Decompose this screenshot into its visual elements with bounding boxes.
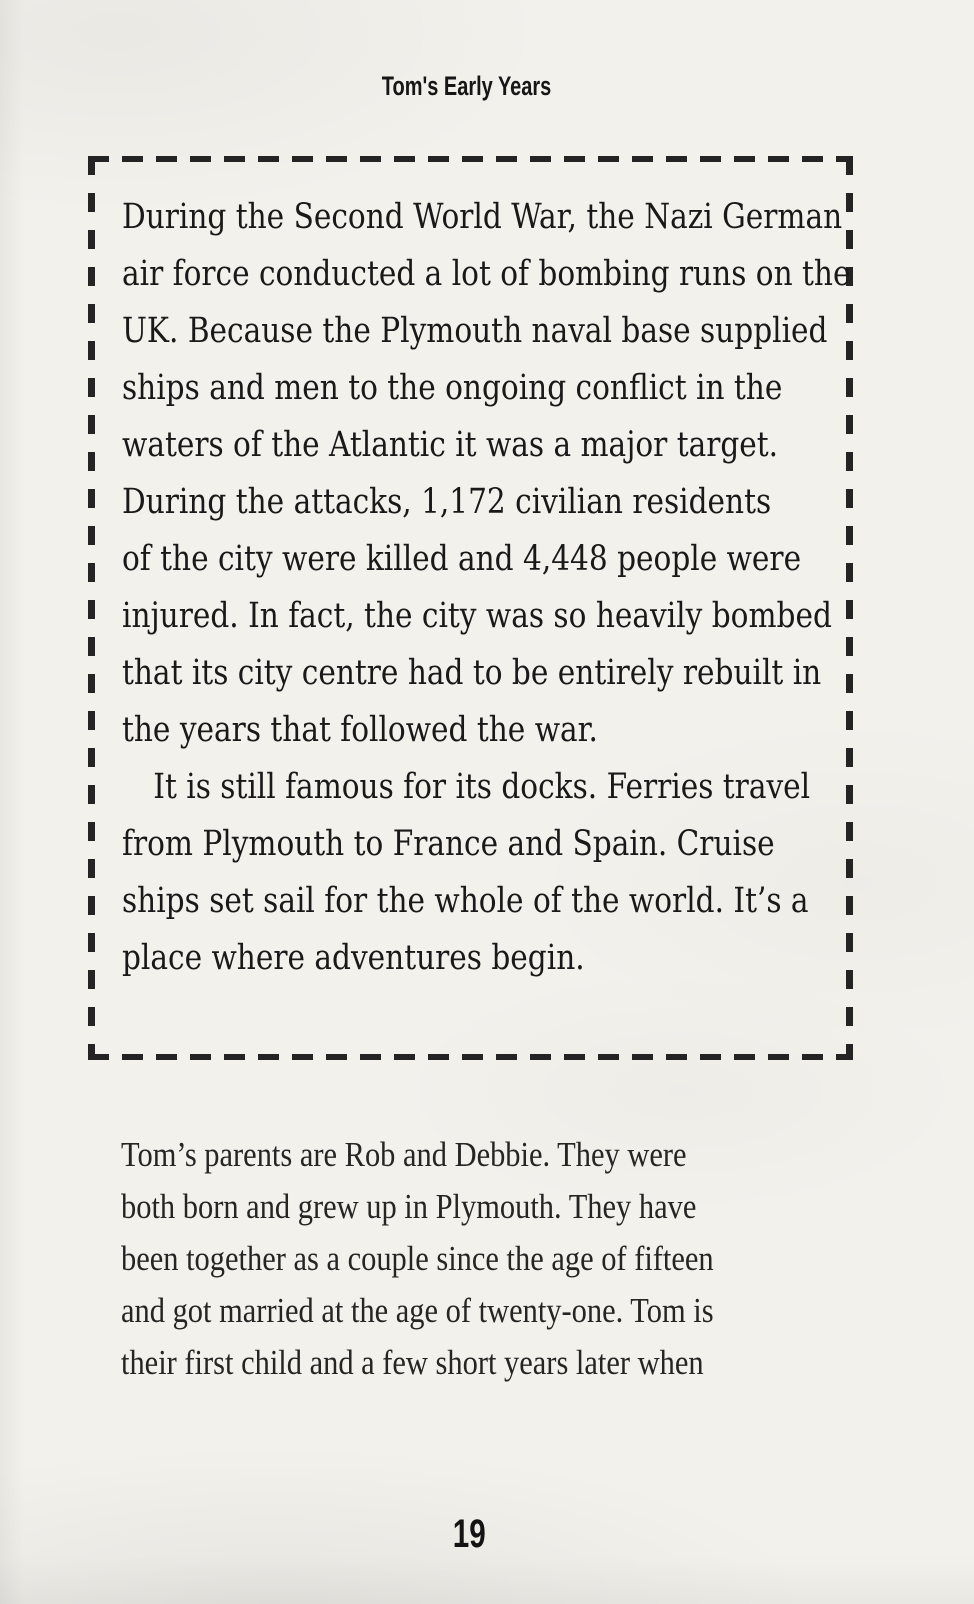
page-number-text: 19: [452, 1512, 486, 1556]
page-number: [0, 1512, 938, 1557]
infobox-text-line: from Plymouth to France and Spain. Cruise: [122, 824, 775, 864]
infobox-text-line: of the city were killed and 4,448 people were: [122, 539, 802, 579]
infobox-text-line: During the attacks, 1,172 civilian residents: [122, 482, 772, 522]
body-text-line: Tom’s parents are Rob and Debbie. They were: [121, 1135, 687, 1174]
body-text-line: their first child and a few short years later when: [121, 1343, 704, 1382]
infobox-text-line: waters of the Atlantic it was a major target.: [122, 425, 779, 465]
infobox-text-line: ships and men to the ongoing conflict in the: [122, 368, 783, 408]
infobox-text-line: ships set sail for the whole of the world. It’s a: [122, 881, 809, 921]
body-text-line: and got married at the age of twenty-one. Tom is: [121, 1291, 714, 1330]
body-paragraph: [121, 1129, 802, 1389]
infobox-text-line: that its city centre had to be entirely rebuilt in: [122, 653, 822, 693]
infobox-text-line: During the Second World War, the Nazi German: [122, 197, 843, 237]
running-header-text: Tom's Early Years: [382, 71, 552, 101]
infobox-text-line: It is still famous for its docks. Ferries travel: [153, 767, 811, 807]
body-text-line: been together as a couple since the age of fifteen: [121, 1239, 714, 1278]
infobox-dashed: [88, 156, 853, 1060]
infobox-text-line: injured. In fact, the city was so heavily bombed: [122, 596, 832, 636]
infobox-text-line: the years that followed the war.: [122, 710, 598, 750]
running-header: [0, 71, 934, 102]
body-text-line: both born and grew up in Plymouth. They have: [121, 1187, 697, 1226]
infobox-text-line: place where adventures begin.: [122, 938, 585, 978]
infobox-text-line: air force conducted a lot of bombing runs on the: [122, 254, 851, 294]
infobox-text-line: UK. Because the Plymouth naval base supplied: [122, 311, 828, 351]
